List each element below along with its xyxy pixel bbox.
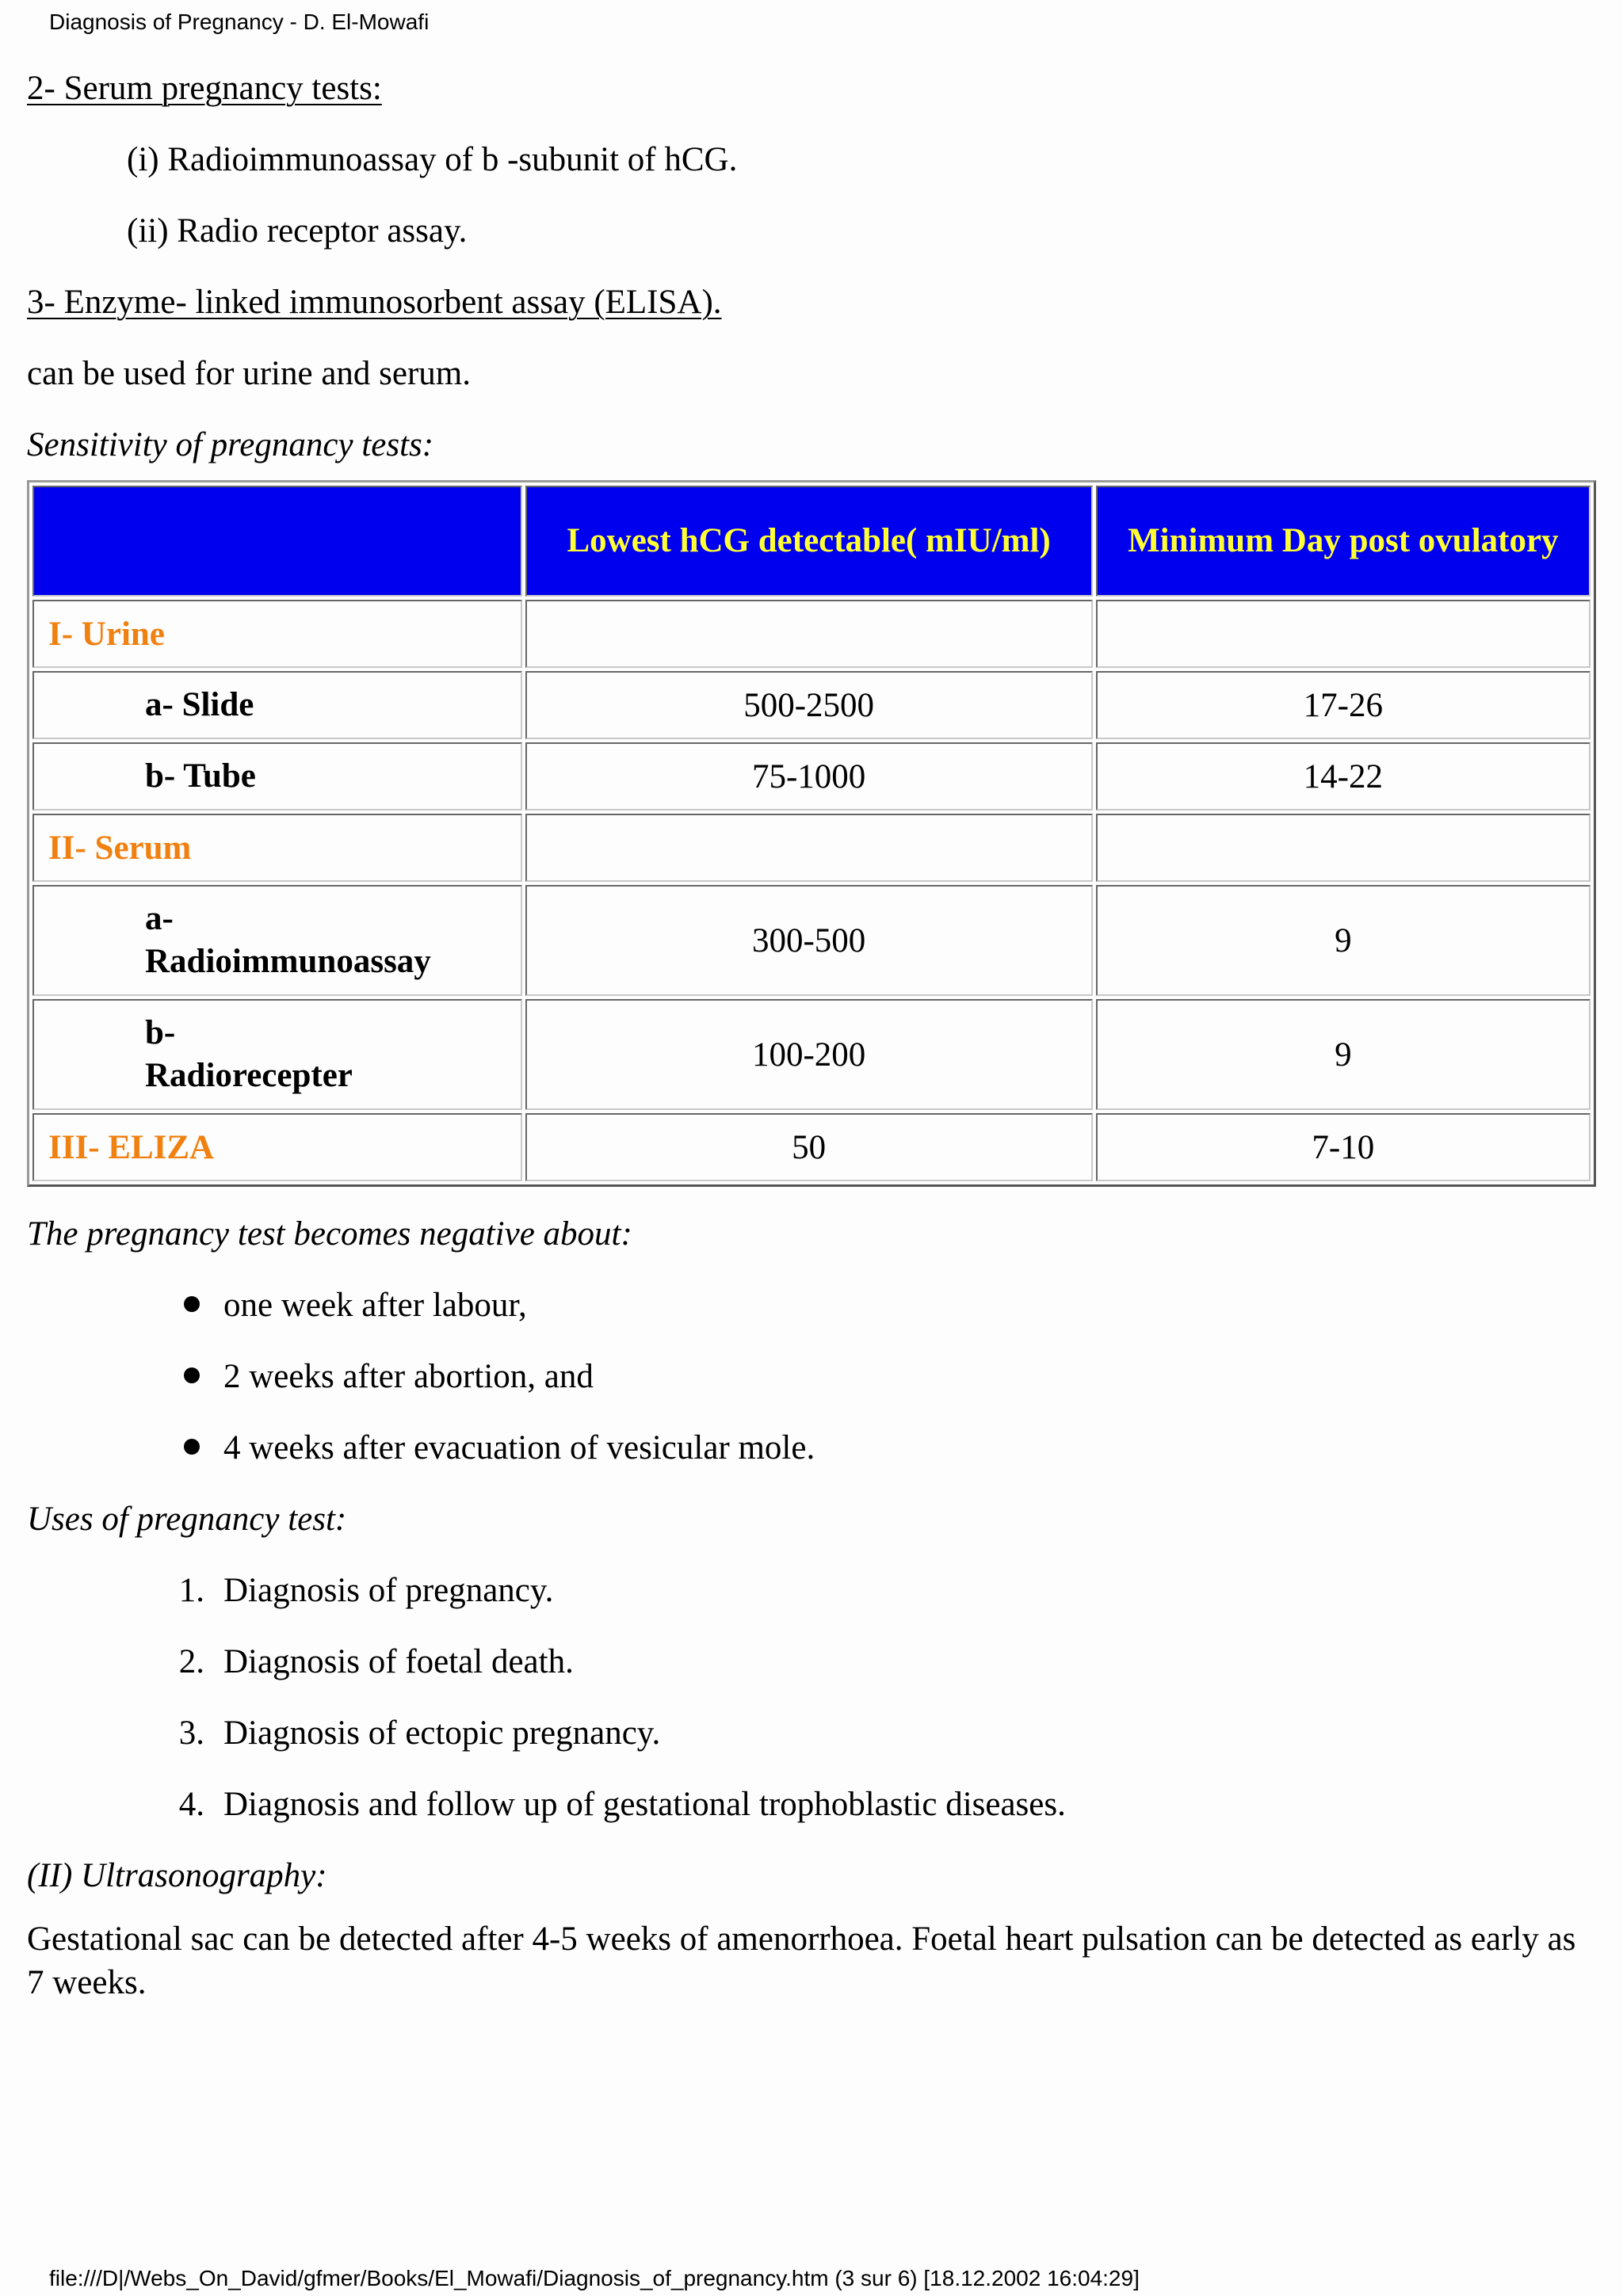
- print-header: Diagnosis of Pregnancy - D. El-Mowafi: [49, 10, 430, 34]
- table-row: [32, 999, 1591, 1110]
- table-row: [32, 671, 1591, 739]
- table-row: [32, 814, 1591, 882]
- bullet-icon: [184, 1296, 200, 1312]
- day-value-radiorecepter: 9: [1096, 999, 1591, 1110]
- serum-item-radioimmunoassay: (i) Radioimmunoassay of b -subunit of hCG.: [127, 141, 738, 178]
- table-header-row: [32, 486, 1591, 597]
- list-number: 3.: [178, 1714, 204, 1752]
- uses-item: Diagnosis of foetal death.: [223, 1643, 574, 1680]
- list-number: 1.: [178, 1572, 204, 1609]
- list-number: 2.: [178, 1643, 204, 1680]
- empty-cell: [525, 600, 1093, 668]
- negative-heading: The pregnancy test becomes negative about:: [27, 1215, 632, 1253]
- print-footer: file:///D|/Webs_On_David/gfmer/Books/El_Mowafi/Diagnosis_of_pregnancy.htm (3 sur 6) [18.12.2002 16:04:29]: [49, 2266, 1140, 2290]
- row-label-radioimmunoassay-line2: Radioimmunoassay: [145, 943, 431, 980]
- negative-item: 2 weeks after abortion, and: [223, 1358, 594, 1395]
- sensitivity-table: [27, 480, 1596, 1187]
- row-label-radiorecepter-line1: b-: [145, 1014, 176, 1051]
- hcg-value-radiorecepter: 100-200: [525, 999, 1093, 1110]
- header-empty: [32, 486, 522, 597]
- empty-cell: [1096, 814, 1591, 882]
- serum-tests-heading: 2- Serum pregnancy tests:: [27, 70, 382, 107]
- hcg-value-slide: 500-2500: [525, 671, 1093, 739]
- day-value-slide: 17-26: [1096, 671, 1591, 739]
- table-row: [32, 885, 1591, 996]
- uses-heading: Uses of pregnancy test:: [27, 1501, 347, 1538]
- negative-item: one week after labour,: [223, 1287, 527, 1324]
- table-row: [32, 1113, 1591, 1181]
- row-label-radiorecepter: [32, 999, 522, 1110]
- table-row: [32, 600, 1591, 668]
- day-value-tube: 14-22: [1096, 742, 1591, 810]
- day-value-radioimmunoassay: 9: [1096, 885, 1591, 996]
- header-lowest-hcg: Lowest hCG detectable( mIU/ml): [525, 486, 1093, 597]
- category-urine: I- Urine: [32, 600, 522, 668]
- hcg-value-eliza: 50: [525, 1113, 1093, 1181]
- list-number: 4.: [178, 1786, 204, 1823]
- hcg-value-tube: 75-1000: [525, 742, 1093, 810]
- row-label-radioimmunoassay: [32, 885, 522, 996]
- bullet-icon: [184, 1367, 200, 1383]
- header-minimum-day: Minimum Day post ovulatory: [1096, 486, 1591, 597]
- table-row: [32, 742, 1591, 810]
- sensitivity-heading: Sensitivity of pregnancy tests:: [27, 426, 434, 463]
- hcg-value-radioimmunoassay: 300-500: [525, 885, 1093, 996]
- uses-item: Diagnosis of ectopic pregnancy.: [223, 1714, 661, 1752]
- uses-item: Diagnosis of pregnancy.: [223, 1572, 554, 1609]
- ultrasonography-heading: (II) Ultrasonography:: [27, 1857, 327, 1894]
- bullet-icon: [184, 1439, 200, 1455]
- category-serum: II- Serum: [32, 814, 522, 882]
- elisa-heading: 3- Enzyme- linked immunosorbent assay (ELISA).: [27, 284, 722, 321]
- negative-item: 4 weeks after evacuation of vesicular mole.: [223, 1429, 815, 1466]
- row-label-radiorecepter-line2: Radiorecepter: [145, 1057, 353, 1094]
- row-label-slide: a- Slide: [32, 671, 522, 739]
- ultrasonography-paragraph: Gestational sac can be detected after 4-5 weeks of amenorrhoea. Foetal heart pulsation can be detected as early as 7 weeks.: [27, 1920, 1576, 2001]
- uses-item: Diagnosis and follow up of gestational trophoblastic diseases.: [223, 1786, 1066, 1823]
- row-label-tube: b- Tube: [32, 742, 522, 810]
- empty-cell: [1096, 600, 1591, 668]
- elisa-note: can be used for urine and serum.: [27, 355, 471, 392]
- day-value-eliza: 7-10: [1096, 1113, 1591, 1181]
- row-label-radioimmunoassay-line1: a-: [145, 900, 174, 937]
- empty-cell: [525, 814, 1093, 882]
- serum-item-radio-receptor: (ii) Radio receptor assay.: [127, 212, 468, 250]
- category-eliza: III- ELIZA: [32, 1113, 522, 1181]
